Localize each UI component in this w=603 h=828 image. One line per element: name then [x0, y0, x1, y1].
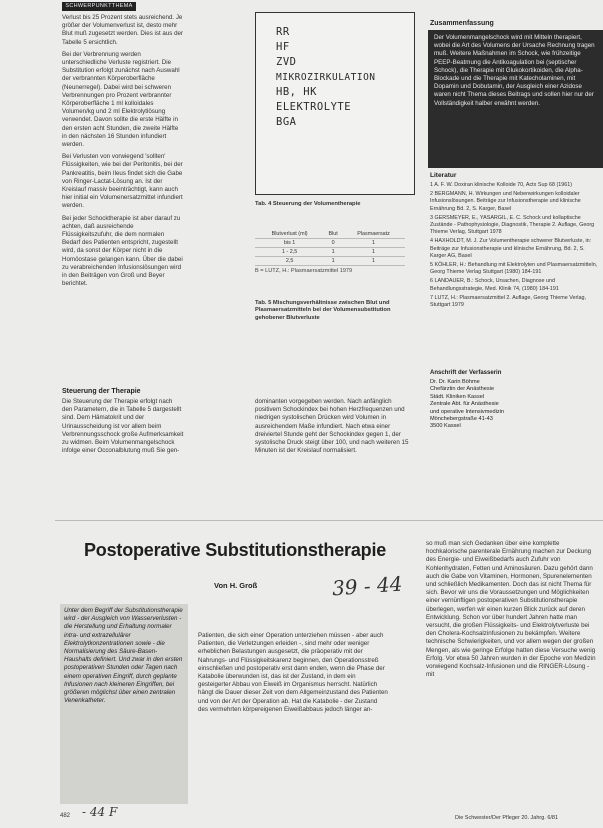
- address-line: Zentrale Abt. für Anästhesie: [430, 401, 499, 408]
- table-cell: 1: [342, 248, 405, 257]
- figure-caption: Tab. 4 Steuerung der Volumentherapie: [255, 201, 361, 207]
- table-header: Blutverlust (ml): [255, 230, 324, 239]
- handwritten-page-note: - 44 F: [82, 805, 118, 819]
- address-line: und operative Intensivmedizin: [430, 408, 505, 415]
- address-line: Dr. Dr. Karin Böhme: [430, 379, 480, 385]
- section-text: Die Steuerung der Therapie erfolgt nach den Parametern, die in Tabelle 5 dargestellt sind. Dem Hämatokrit und der Urinausscheidung ist vor allem beim Verbrennungsschock große Aufmerksamkeit zu widmen. Beim Volumenmangelschock infolge einer Occonalblutung muß Sie gen-: [62, 398, 184, 455]
- therapy-parameters-board: [255, 12, 415, 195]
- table-caption: Tab. 5 Mischungsverhältnisse zwischen Blut und Plasmaersatzmitteln bei der Volumensubstitution gehobener Blutverluste: [255, 300, 391, 321]
- table-cell: 1: [342, 257, 405, 266]
- table-cell: bis 1: [255, 239, 324, 248]
- table-header: Plasmaersatz: [342, 230, 405, 239]
- table-cell: 1 - 2,5: [255, 248, 324, 257]
- address-line: Städt. Kliniken Kassel: [430, 393, 485, 400]
- literature-heading: Literatur: [430, 172, 457, 179]
- table-row: [255, 239, 405, 248]
- address-line: Mönchebergstraße 41-43: [430, 416, 493, 423]
- table-cell: 1: [324, 257, 342, 266]
- board-line: ELEKTROLYTE: [276, 101, 352, 113]
- author-address: [430, 370, 580, 431]
- table-row: [255, 257, 405, 266]
- table-cell: 1: [342, 239, 405, 248]
- paragraph: Bei jeder Schocktherapie ist aber darauf zu achten, daß ausreichende Flüssigkeitszufuhr, die dem normalen Bedarf des Patienten entspricht, zugestellt wird, da sonst der Körper nicht in die Homöostase gelangen kann. Über die dabei zu verabreichenden Infusionslösungen wird in den Beiträgen von Groß und Beyer berichtet.: [62, 214, 183, 288]
- zusammenfassung-heading: Zusammenfassung: [430, 20, 494, 27]
- address-line: 3500 Kassel: [430, 423, 461, 430]
- table-header: Blut: [324, 230, 342, 239]
- table-note: B = LUTZ, H.: Plasmaersatzmittel 1979: [255, 268, 353, 274]
- literature-item: 3 GERSMEYER, E., YASARGIL, E. C. Schock und kollaptische Zustände - Pathophysiologie, Diagnostik, Therapie 2. Auflage, Georg Thieme Verlag, Stuttgart 1978: [430, 214, 595, 236]
- section-heading: Steuerung der Therapie: [62, 388, 141, 395]
- middle-continuation: dominanten vorgegeben werden. Nach anfänglich positivem Schockindex bei hohen Herzfrequenzen und niedrigen systolischen Drücken wird Volumen in ausreichendem Maße infundiert. Nach etwa einer dreiviertel Stunde geht der Schockindex gegen 1, der systolische Druck steigt über 100, und nach weiteren 15 Minuten ist der Kreislauf normalisiert.: [255, 398, 409, 455]
- board-line: HB, HK: [276, 86, 317, 98]
- left-column: [62, 14, 184, 293]
- journal-footer: Die Schwester/Der Pfleger 20. Jahrg. 6/81: [455, 815, 559, 821]
- literature-item: 1 A. F. W. Doxiran klinische Kolloide 70, Actx Sup 68 (1961): [430, 182, 573, 188]
- section-steuerung: [62, 388, 184, 455]
- board-line: ZVD: [276, 56, 297, 68]
- literature-item: 5 KÖHLER, H.: Behandlung mit Elektrolyten und Plasmaersatzmitteln, Georg Thieme Verlag Stuttgart (1980) 184-191: [430, 262, 598, 276]
- article-abstract: Unter dem Begriff der Substitutionstherapie wird - der Ausgleich von Wasserverlusten - die Herstellung und Erhaltung normaler intra- und extrazellulärer Elektrolytkonzentrationen sowie - die Normalisierung des Säure-Basen-Haushalts definiert. Und zwar in den ersten postoperativen Stunden oder Tagen nach einem operativen Eingriff, durch geplante Infusionen nach kleineren Eingriffen, bei größeren möglichst über einen zentralen Venenkatheter.: [60, 604, 188, 804]
- paragraph: Bei Verlusten von vorwiegend 'sollten' Flüssigkeiten, wie bei der Peritonitis, bei der Pankreatitis, beim Ileus findet sich die Gabe von Ringer-Lactat-Lösung an. Ist der Kreislauf massiv beeinträchtigt, kann auch hier initial ein Volumenersatzmittel infundiert werden.: [62, 153, 183, 210]
- board-line: RR: [276, 26, 290, 38]
- article-column-2: Patienten, die sich einer Operation unterziehen müssen - aber auch Patienten, die Verletzungen erleiden -, sind mehr oder weniger erheblichen Belastungen ausgesetzt, die präoperativ mit der Nahrungs- und Flüssigkeitskarenz beginnen, den Operationsstreß einschließen und postoperativ erst dann enden, wenn die Phase der Katabolie überwunden ist, das ist der Zustand, in dem ein gesteigerter Abbau von Eiweiß im Organismus herrscht. Natürlich hängt die Dauer dieser Zeit von dem Allgemeinzustand des Patienten und von der Art der Operation ab. Hat die Katabolie - der Zustand des vermehrten körpereigenen Eiweißabbaus jedoch länger an-: [198, 632, 388, 713]
- table-cell: 1: [324, 248, 342, 257]
- table-row: [255, 248, 405, 257]
- article-divider: [55, 520, 603, 521]
- board-line: MIKROZIRKULATION: [276, 72, 376, 83]
- address-line: Chefärztin der Anästhesie: [430, 386, 495, 393]
- handwritten-note: 39 - 44: [331, 571, 404, 601]
- article-author: Von H. Groß: [214, 581, 258, 590]
- page-number: 482: [60, 813, 71, 819]
- section-header-tab: SCHWERPUNKTTHEMA: [62, 2, 136, 11]
- board-line: HF: [276, 41, 290, 53]
- literature-item: 6 LANDAUER, B.: Schock, Ursachen, Diagnose und Behandlungsstrategie, Med. Klinik 74, (1980) 184-191: [430, 278, 559, 292]
- literature-item: 7 LUTZ, H.: Plasmaersatzmittel 2. Auflage, Georg Thieme Verlag, Stuttgart 1979: [430, 294, 586, 309]
- paragraph: Bei der Verbrennung werden unterschiedliche Verluste registriert. Die Substitution erfolgt zunächst nach Auswahl der verbrannten Körperoberfläche (Neunerregel). Dabei wird bei schweren Verbrennungen pro Prozent verbrannter Körperoberfläche 1 ml kolloidales Volumen/kg und 2 ml Elektrolytlösung verwendet. Davon sollte die erste Hälfte in den ersten acht Stunden, die zweite Hälfte in den nächsten 16 Stunden infundiert werden.: [62, 50, 180, 149]
- article-column-3: so muß man sich Gedanken über eine komplette hochkalorische parenterale Ernährung machen zur Deckung des Energie- und Eiweißbedarfs auch Zufuhr von Kohlenhydraten, Fetten und Aminosäuren. Dazu gehört dann auch die Gabe von Vitaminen, Hormonen, Spurenelementen und schließlich Medikamenten. Doch das ist nicht Thema für sich. Bevor wir uns die Voraussetzungen und Möglichkeiten einer vernünftigen postoperativen Substitutionstherapie überlegen, werfen wir einen kurzen Blick zurück auf deren Entwicklung. Schon vor über hundert Jahren hatte man versucht, die großen Flüssigkeits- und Elektrolytverluste bei den Cholera-Kochsalzinfusionen zu bekämpfen. Weitere technische Schwierigkeiten, und vor allem wegen der großen Mengen, als wie geringe Erfolge hatten diese Versuche wenig Erfolg. Vor etwa 50 Jahren wurden in der Epoche von Medizin vorwiegend Kochsalz-Infusionen und die RINGER-Lösung - mit: [426, 540, 596, 679]
- table-cell: 0: [324, 239, 342, 248]
- board-line: BGA: [276, 116, 297, 128]
- literature-section: [430, 172, 598, 311]
- mixing-table: [255, 230, 405, 275]
- paragraph: Verlust bis 25 Prozent stets ausreichend. Je größer der Volumenverlust ist, desto mehr Blut muß zugesetzt werden. Dies ist aus der Tabelle 5 ersichtlich.: [62, 14, 184, 46]
- literature-item: 2 BERGMANN, H. Wirkungen und Nebenwirkungen kolloidaler Infusionslösungen. Beiträge zur Infusionstherapie und klinische Ernährung Bd. 2, S. Karger, Basel: [430, 191, 581, 212]
- article-title: Postoperative Substitutionstherapie: [84, 540, 387, 560]
- address-heading: Anschrift der Verfasserin: [430, 370, 502, 376]
- summary-box: Der Volumenmangelschock wird mit Mitteln therapiert, wobei die Art des Volumens der Ursache Rechnung tragen muß. Weitere Maßnahmen im Schock, wie frühzeitige PEEP-Beatmung die Antikoagulation bei (septischer Schock), die Therapie mit Glukokortikoiden, die Alpha-Blockade und die Therapie mit Katecholaminen, mit Dopamin und Dobutamin, der Ausgleich einer Azidose waren nicht Thema dieses Beitrags und sollen hier nur der Vollständigkeit halber erwähnt werden.: [428, 30, 603, 168]
- table-cell: 2,5: [255, 257, 324, 266]
- literature-item: 4 HAXHOLDT, M. J. Zur Volumentherapie schwerer Blutverluste, in: Beiträge zur Infusionstherapie und klinische Ernährung, Bd. 2, S. Karger AG, Basel: [430, 238, 592, 259]
